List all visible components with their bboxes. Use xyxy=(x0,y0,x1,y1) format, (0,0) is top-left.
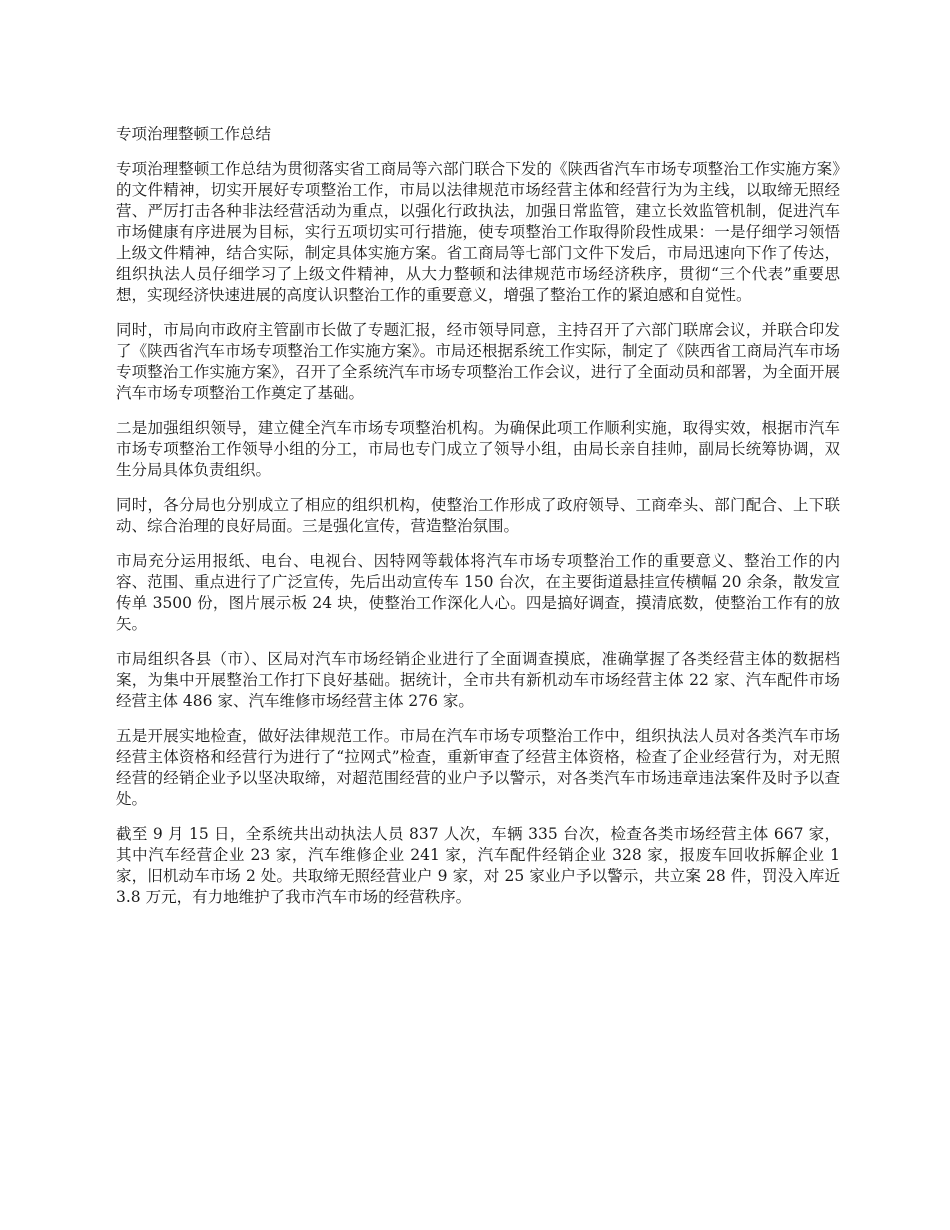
paragraph-3: 二是加强组织领导，建立健全汽车市场专项整治机构。为确保此项工作顺利实施，取得实效，根据市汽车市场专项整治工作领导小组的分工，市局也专门成立了领导小组，由局长亲自挂帅，副局长统筹协调，双生分局具体负责组织。 xyxy=(116,419,840,479)
paragraph-8: 截至 9 月 15 日，全系统共出动执法人员 837 人次，车辆 335 台次，检查各类市场经营主体 667 家，其中汽车经营企业 23 家，汽车维修企业 241 家，汽车配件经销企业 328 家，报废车回收拆解企业 1 家，旧机动车市场 2 处。共取缔无照经营业户 9 家，对 25 家业户予以警示，共立案 28 件，罚没入库近 3.8 万元，有力地维护了我市汽车市场的经营秩序。 xyxy=(116,825,840,906)
paragraph-7: 五是开展实地检查，做好法律规范工作。市局在汽车市场专项整治工作中，组织执法人员对各类汽车市场经营主体资格和经营行为进行了“拉网式”检查，重新审查了经营主体资格，检查了企业经营行为，对无照经营的经销企业予以坚决取缔，对超范围经营的业户予以警示，对各类汽车市场违章违法案件及时予以查处。 xyxy=(116,727,840,808)
document-title: 专项治理整顿工作总结 xyxy=(116,125,272,143)
paragraph-2: 同时，市局向市政府主管副市长做了专题汇报，经市领导同意，主持召开了六部门联席会议，并联合印发了《陕西省汽车市场专项整治工作实施方案》。市局还根据系统工作实际，制定了《陕西省工商局汽车市场专项整治工作实施方案》，召开了全系统汽车市场专项整治工作会议，进行了全面动员和部署，为全面开展汽车市场专项整治工作奠定了基础。 xyxy=(116,321,840,402)
paragraph-5: 市局充分运用报纸、电台、电视台、因特网等载体将汽车市场专项整治工作的重要意义、整治工作的内容、范围、重点进行了广泛宣传，先后出动宣传车 150 台次，在主要街道悬挂宣传横幅 20 余条，散发宣传单 3500 份，图片展示板 24 块，使整治工作深化人心。四是搞好调查，摸清底数，使整治工作有的放矢。 xyxy=(116,552,840,633)
paragraph-4: 同时，各分局也分别成立了相应的组织机构，使整治工作形成了政府领导、工商牵头、部门配合、上下联动、综合治理的良好局面。三是强化宣传，营造整治氛围。 xyxy=(116,496,840,535)
document-page xyxy=(116,124,840,922)
paragraph-6: 市局组织各县（市）、区局对汽车市场经销企业进行了全面调查摸底，准确掌握了各类经营主体的数据档案，为集中开展整治工作打下良好基础。据统计，全市共有新机动车市场经营主体 22 家、汽车配件市场经营主体 486 家、汽车维修市场经营主体 276 家。 xyxy=(116,650,840,710)
paragraph-1: 专项治理整顿工作总结为贯彻落实省工商局等六部门联合下发的《陕西省汽车市场专项整治工作实施方案》的文件精神，切实开展好专项整治工作，市局以法律规范市场经营主体和经营行为为主线，以取缔无照经营、严厉打击各种非法经营活动为重点，以强化行政执法，加强日常监管，建立长效监管机制，促进汽车市场健康有序进展为目标，实行五项切实可行措施，使专项整治工作取得阶段性成果：一是仔细学习领悟上级文件精神，结合实际，制定具体实施方案。省工商局等七部门文件下发后，市局迅速向下作了传达，组织执法人员仔细学习了上级文件精神，从大力整顿和法律规范市场经济秩序，贯彻“三个代表”重要思想，实现经济快速进展的高度认识整治工作的重要意义，增强了整治工作的紧迫感和自觉性。 xyxy=(116,160,840,304)
